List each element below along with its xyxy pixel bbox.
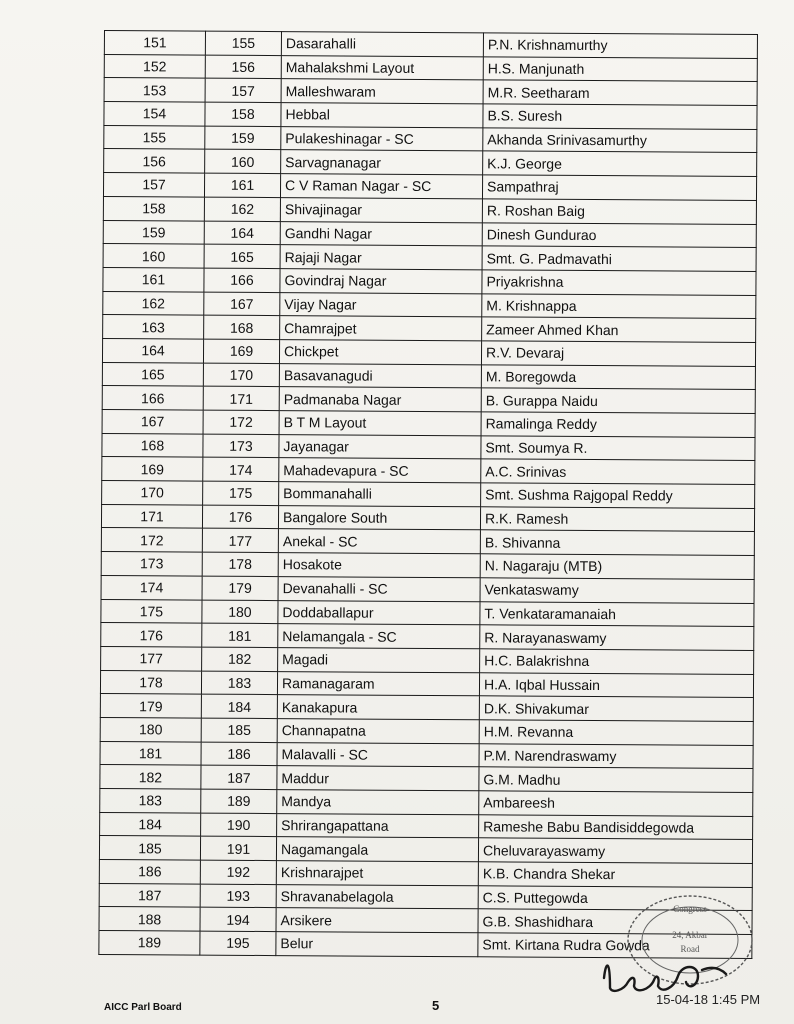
serial-number-cell: 171	[101, 504, 202, 528]
serial-number-cell: 188	[99, 907, 200, 931]
constituency-number-cell: 183	[201, 671, 277, 695]
office-seal-stamp	[602, 890, 762, 1005]
serial-number-cell: 160	[103, 244, 204, 268]
candidate-name-cell: P.N. Krishnamurthy	[483, 33, 757, 58]
candidate-name-cell: Dinesh Gundurao	[482, 222, 756, 247]
candidate-name-cell: C.S. Puttegowda	[478, 886, 752, 911]
candidate-name-cell: Smt. Kirtana Rudra Gowda	[478, 933, 752, 958]
constituency-number-cell: 179	[202, 576, 278, 600]
serial-number-cell: 189	[99, 931, 200, 955]
candidate-name-cell: Smt. Soumya R.	[481, 435, 755, 460]
candidate-name-cell: M. Krishnappa	[482, 293, 756, 318]
serial-number-cell: 158	[103, 196, 204, 220]
constituency-name-cell: Nelamangala - SC	[278, 624, 480, 649]
constituency-name-cell: Belur	[276, 932, 478, 957]
candidate-name-cell: A.C. Srinivas	[481, 459, 755, 484]
constituency-number-cell: 182	[202, 647, 278, 671]
constituency-number-cell: 176	[202, 505, 278, 529]
constituency-number-cell: 162	[204, 197, 280, 221]
candidate-name-cell: H.C. Balakrishna	[480, 649, 754, 674]
serial-number-cell: 168	[102, 433, 203, 457]
serial-number-cell: 185	[99, 836, 200, 860]
constituency-number-cell: 193	[200, 884, 276, 908]
candidate-name-cell: M.R. Seetharam	[483, 80, 757, 105]
candidate-name-cell: Venkataswamy	[480, 578, 754, 603]
constituency-number-cell: 172	[203, 410, 279, 434]
serial-number-cell: 175	[101, 599, 202, 623]
candidate-name-cell: P.M. Narendraswamy	[479, 743, 753, 768]
serial-number-cell: 179	[100, 694, 201, 718]
candidate-name-cell: Sampathraj	[482, 175, 756, 200]
candidate-name-cell: K.J. George	[483, 151, 757, 176]
constituency-number-cell: 195	[200, 931, 276, 955]
constituency-name-cell: Pulakeshinagar - SC	[281, 126, 483, 151]
serial-number-cell: 152	[104, 54, 205, 78]
serial-number-cell: 170	[102, 481, 203, 505]
constituency-number-cell: 187	[201, 765, 277, 789]
constituency-number-cell: 158	[205, 102, 281, 126]
serial-number-cell: 169	[102, 457, 203, 481]
serial-number-cell: 161	[103, 267, 204, 291]
serial-number-cell: 174	[101, 575, 202, 599]
candidate-name-cell: N. Nagaraju (MTB)	[480, 554, 754, 579]
serial-number-cell: 173	[101, 552, 202, 576]
serial-number-cell: 183	[100, 788, 201, 812]
candidate-name-cell: M. Boregowda	[481, 364, 755, 389]
constituency-number-cell: 169	[203, 339, 279, 363]
candidate-name-cell: H.A. Iqbal Hussain	[479, 672, 753, 697]
constituency-number-cell: 161	[204, 173, 280, 197]
constituency-name-cell: B T M Layout	[279, 411, 481, 436]
constituency-number-cell: 194	[200, 908, 276, 932]
constituency-number-cell: 166	[204, 268, 280, 292]
serial-number-cell: 180	[100, 717, 201, 741]
constituency-name-cell: Chamrajpet	[280, 316, 482, 341]
constituency-name-cell: Sarvagnanagar	[281, 150, 483, 175]
constituency-number-cell: 159	[205, 126, 281, 150]
constituency-name-cell: Rajaji Nagar	[280, 245, 482, 270]
serial-number-cell: 157	[103, 173, 204, 197]
candidate-name-cell: R.V. Devaraj	[481, 341, 755, 366]
constituency-name-cell: Bommanahalli	[279, 482, 481, 507]
constituency-number-cell: 165	[204, 244, 280, 268]
constituency-number-cell: 171	[203, 386, 279, 410]
constituency-number-cell: 177	[202, 529, 278, 553]
constituency-name-cell: Padmanaba Nagar	[279, 387, 481, 412]
constituency-number-cell: 185	[201, 718, 277, 742]
constituency-number-cell: 186	[201, 742, 277, 766]
candidate-name-cell: D.K. Shivakumar	[479, 696, 753, 721]
constituency-number-cell: 170	[203, 363, 279, 387]
candidate-name-cell: Akhanda Srinivasamurthy	[483, 128, 757, 153]
candidate-name-cell: Rameshe Babu Bandisiddegowda	[479, 814, 753, 839]
candidate-name-cell: Smt. G. Padmavathi	[482, 246, 756, 271]
candidate-name-cell: R. Roshan Baig	[482, 199, 756, 224]
serial-number-cell: 166	[102, 386, 203, 410]
constituency-name-cell: Mahalakshmi Layout	[281, 55, 483, 80]
constituency-number-cell: 164	[204, 221, 280, 245]
serial-number-cell: 182	[100, 765, 201, 789]
serial-number-cell: 162	[103, 291, 204, 315]
constituency-name-cell: Doddaballapur	[278, 600, 480, 625]
table-body	[99, 31, 758, 959]
candidate-name-cell: T. Venkataramanaiah	[480, 601, 754, 626]
constituency-name-cell: Shrirangapattana	[277, 813, 479, 838]
constituency-name-cell: Shivajinagar	[280, 197, 482, 222]
constituency-name-cell: Malavalli - SC	[277, 742, 479, 767]
serial-number-cell: 163	[103, 315, 204, 339]
candidate-name-cell: Cheluvarayaswamy	[478, 838, 752, 863]
candidate-name-cell: Priyakrishna	[482, 270, 756, 295]
constituency-number-cell: 192	[200, 860, 276, 884]
constituency-name-cell: Devanahalli - SC	[278, 576, 480, 601]
constituency-number-cell: 184	[201, 694, 277, 718]
serial-number-cell: 165	[102, 362, 203, 386]
candidate-name-cell: G.M. Madhu	[479, 767, 753, 792]
constituency-number-cell: 160	[205, 150, 281, 174]
serial-number-cell: 159	[103, 220, 204, 244]
candidate-name-cell: R.K. Ramesh	[480, 507, 754, 532]
serial-number-cell: 178	[100, 670, 201, 694]
constituency-name-cell: Hosakote	[278, 553, 480, 578]
candidate-name-cell: B.S. Suresh	[483, 104, 757, 129]
candidate-name-cell: Ramalinga Reddy	[481, 412, 755, 437]
serial-number-cell: 177	[101, 646, 202, 670]
constituency-name-cell: Arsikere	[276, 908, 478, 933]
constituency-name-cell: Nagamangala	[276, 837, 478, 862]
serial-number-cell: 155	[104, 125, 205, 149]
constituency-number-cell: 175	[203, 481, 279, 505]
serial-number-cell: 186	[99, 860, 200, 884]
candidate-name-cell: H.S. Manjunath	[483, 57, 757, 82]
candidate-name-cell: Smt. Sushma Rajgopal Reddy	[481, 483, 755, 508]
serial-number-cell: 167	[102, 409, 203, 433]
constituency-name-cell: Malleshwaram	[281, 79, 483, 104]
footer-label: AICC Parl Board	[104, 1002, 182, 1013]
constituency-name-cell: Magadi	[278, 647, 480, 672]
constituency-number-cell: 191	[200, 836, 276, 860]
stamp-text-top: Congress	[673, 904, 707, 914]
constituency-name-cell: Anekal - SC	[278, 529, 480, 554]
serial-number-cell: 187	[99, 883, 200, 907]
serial-number-cell: 176	[101, 623, 202, 647]
constituency-name-cell: Maddur	[277, 766, 479, 791]
serial-number-cell: 153	[104, 78, 205, 102]
candidate-list-table	[98, 30, 758, 959]
candidate-name-cell: B. Shivanna	[480, 530, 754, 555]
stamp-text-bot: Road	[680, 944, 700, 954]
constituency-name-cell: Krishnarajpet	[276, 861, 478, 886]
constituency-number-cell: 157	[205, 78, 281, 102]
page-number: 5	[432, 998, 440, 1013]
constituency-number-cell: 168	[204, 315, 280, 339]
constituency-name-cell: Mahadevapura - SC	[279, 458, 481, 483]
constituency-name-cell: Channapatna	[277, 719, 479, 744]
constituency-name-cell: Dasarahalli	[281, 32, 483, 57]
constituency-number-cell: 181	[202, 623, 278, 647]
constituency-name-cell: Kanakapura	[277, 695, 479, 720]
constituency-number-cell: 173	[203, 434, 279, 458]
serial-number-cell: 151	[104, 31, 205, 55]
candidate-name-cell: G.B. Shashidhara	[478, 909, 752, 934]
constituency-name-cell: Gandhi Nagar	[280, 221, 482, 246]
constituency-name-cell: Vijay Nagar	[280, 292, 482, 317]
candidate-name-cell: K.B. Chandra Shekar	[478, 862, 752, 887]
constituency-name-cell: Shravanabelagola	[276, 884, 478, 909]
constituency-number-cell: 174	[203, 457, 279, 481]
constituency-name-cell: Govindraj Nagar	[280, 268, 482, 293]
serial-number-cell: 164	[102, 338, 203, 362]
constituency-number-cell: 180	[202, 600, 278, 624]
candidate-name-cell: H.M. Revanna	[479, 720, 753, 745]
candidate-name-cell: Ambareesh	[479, 791, 753, 816]
constituency-number-cell: 178	[202, 552, 278, 576]
constituency-name-cell: Ramanagaram	[277, 671, 479, 696]
serial-number-cell: 154	[104, 102, 205, 126]
constituency-name-cell: Hebbal	[281, 103, 483, 128]
constituency-name-cell: Chickpet	[279, 340, 481, 365]
constituency-number-cell: 155	[205, 31, 281, 55]
stamp-text-mid: 24, Akbar	[672, 930, 708, 940]
stamp-timestamp: 15-04-18 1:45 PM	[656, 992, 761, 1007]
constituency-name-cell: Jayanagar	[279, 434, 481, 459]
constituency-name-cell: Basavanagudi	[279, 363, 481, 388]
serial-number-cell: 181	[100, 741, 201, 765]
constituency-name-cell: Bangalore South	[278, 505, 480, 530]
constituency-name-cell: C V Raman Nagar - SC	[280, 174, 482, 199]
constituency-name-cell: Mandya	[277, 790, 479, 815]
constituency-number-cell: 189	[201, 789, 277, 813]
serial-number-cell: 172	[101, 528, 202, 552]
candidate-name-cell: R. Narayanaswamy	[480, 625, 754, 650]
constituency-number-cell: 167	[204, 292, 280, 316]
serial-number-cell: 156	[104, 149, 205, 173]
candidate-name-cell: Zameer Ahmed Khan	[482, 317, 756, 342]
serial-number-cell: 184	[100, 812, 201, 836]
candidate-name-cell: B. Gurappa Naidu	[481, 388, 755, 413]
constituency-number-cell: 190	[201, 813, 277, 837]
constituency-number-cell: 156	[205, 55, 281, 79]
signature-mark	[604, 966, 726, 991]
